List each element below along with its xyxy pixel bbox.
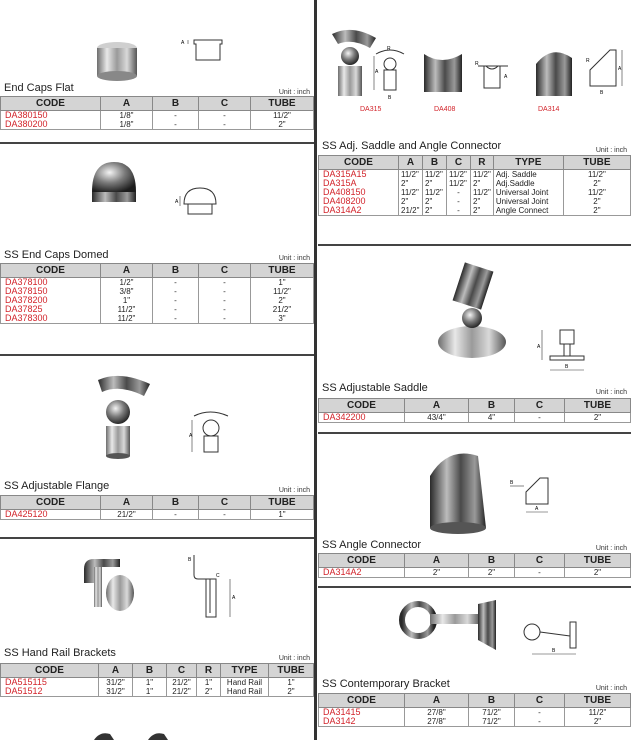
cell: 21/2" <box>399 206 423 216</box>
angle-connector-photo <box>418 442 498 538</box>
col-header: TYPE <box>493 156 563 170</box>
cell: - <box>515 568 565 578</box>
cell: 1" <box>101 296 153 305</box>
cell: 11/2" <box>447 179 471 188</box>
cell: - <box>199 296 251 305</box>
adjustable-saddle-diagram <box>536 326 596 380</box>
cell: 11/2" <box>101 314 153 324</box>
cell: 1" <box>197 678 221 688</box>
hand-rail-bracket-photo <box>80 553 150 633</box>
product-code: DA515115 <box>1 678 99 688</box>
cell: 3/8" <box>101 287 153 296</box>
end-caps-flat-section <box>0 0 314 140</box>
cell: 11/2" <box>399 170 423 180</box>
dim-letter-b: B <box>388 95 392 101</box>
end-cap-flat-diagram <box>180 34 230 66</box>
table-row <box>1 678 314 688</box>
hand-rail-bracket-diagram <box>186 549 246 625</box>
col-header: B <box>133 664 167 678</box>
product-code: DA3142 <box>319 717 405 727</box>
cell: 2" <box>269 687 314 697</box>
table-row <box>319 170 631 180</box>
cell: 2" <box>563 197 630 206</box>
product-code: DA342200 <box>319 413 405 423</box>
product-code: DA408200 <box>319 197 399 206</box>
cell: 11/2" <box>563 170 630 180</box>
cell: - <box>153 120 199 130</box>
table-row <box>1 687 314 697</box>
cell: 1" <box>251 278 314 288</box>
angle-connect-diagram <box>584 46 628 98</box>
cell: 2" <box>423 197 447 206</box>
col-header: CODE <box>319 399 405 413</box>
cell: 1" <box>133 678 167 688</box>
cell: 2" <box>471 179 494 188</box>
cell: 2" <box>471 197 494 206</box>
col-header: C <box>199 264 251 278</box>
col-header: C <box>199 496 251 510</box>
cell: 11/2" <box>399 188 423 197</box>
col-header: B <box>469 554 515 568</box>
dim-letter-a: A <box>189 433 193 439</box>
saddle-angle-section <box>318 0 631 244</box>
cell: - <box>447 188 471 197</box>
cell: 11/2" <box>423 170 447 180</box>
cell: Hand Rail <box>221 678 269 688</box>
cell: 31/2" <box>99 687 133 697</box>
contemporary-bracket-diagram <box>518 618 588 658</box>
col-header: A <box>399 156 423 170</box>
col-header: R <box>197 664 221 678</box>
col-header: A <box>101 97 153 111</box>
section-title: SS End Caps Domed <box>4 249 109 261</box>
col-header: CODE <box>1 496 101 510</box>
col-header: A <box>101 496 153 510</box>
unit-label: Unit : inch <box>595 389 627 396</box>
table-row <box>319 197 631 206</box>
adjustable-flange-table <box>0 495 314 520</box>
col-header: A <box>101 264 153 278</box>
col-header: CODE <box>319 156 399 170</box>
dim-letter-c: C <box>216 573 220 579</box>
section-title: SS Hand Rail Brackets <box>4 647 116 659</box>
cell: - <box>199 278 251 288</box>
col-header: TUBE <box>269 664 314 678</box>
cell: 3" <box>251 314 314 324</box>
table-row <box>1 314 314 324</box>
cell: 11/2" <box>447 170 471 180</box>
right-column <box>318 0 631 740</box>
unit-label: Unit : inch <box>278 89 310 96</box>
dim-letter-a: A <box>232 595 236 601</box>
end-caps-domed-table <box>0 263 314 324</box>
product-code: DA380200 <box>1 120 101 130</box>
cell: - <box>199 287 251 296</box>
cell: 2" <box>565 568 631 578</box>
cell: Hand Rail <box>221 687 269 697</box>
product-code: DA31415 <box>319 708 405 718</box>
section-title: SS Adjustable Saddle <box>322 382 428 394</box>
dim-letter-b: B <box>510 480 514 486</box>
col-header: CODE <box>319 554 405 568</box>
cell: 11/2" <box>101 305 153 314</box>
dim-letter-r: R <box>586 58 590 64</box>
cell: 27/8" <box>405 708 469 718</box>
cell: 1" <box>269 678 314 688</box>
adjustable-flange-photo <box>90 370 156 470</box>
product-label: DA315 <box>360 106 382 113</box>
angle-connector-table <box>318 553 631 578</box>
cell: 2" <box>565 413 631 423</box>
cell: 2" <box>405 568 469 578</box>
col-header: TUBE <box>251 97 314 111</box>
cell: 31/2" <box>99 678 133 688</box>
col-header: TUBE <box>565 694 631 708</box>
product-code: DA314A2 <box>319 206 399 216</box>
cell: - <box>153 278 199 288</box>
cell: - <box>153 287 199 296</box>
cell: - <box>153 305 199 314</box>
unit-label: Unit : inch <box>278 487 310 494</box>
col-header: CODE <box>1 264 101 278</box>
table-row <box>319 206 631 216</box>
section-title: SS Contemporary Bracket <box>322 678 450 690</box>
dim-letter-b: B <box>552 648 556 654</box>
cell: Adj.Saddle <box>493 179 563 188</box>
cell: 11/2" <box>565 708 631 718</box>
cell: 4" <box>469 413 515 423</box>
section-title: SS Adjustable Flange <box>4 480 110 492</box>
adjustable-flange-diagram <box>188 406 238 466</box>
cell: 71/2" <box>469 708 515 718</box>
cell: - <box>153 296 199 305</box>
cell: 2" <box>251 120 314 130</box>
dim-letter-b: B <box>188 557 192 563</box>
end-cap-domed-photo <box>88 158 140 208</box>
cell: 2" <box>423 179 447 188</box>
cell: - <box>447 206 471 216</box>
cell: 2" <box>469 568 515 578</box>
col-header: C <box>515 694 565 708</box>
cell: 2" <box>251 296 314 305</box>
col-header: TUBE <box>565 399 631 413</box>
cell: 21/2" <box>167 687 197 697</box>
cell: 1/8" <box>101 120 153 130</box>
cell: - <box>447 197 471 206</box>
contemporary-bracket-table <box>318 693 631 727</box>
cell: - <box>515 708 565 718</box>
col-header: A <box>405 399 469 413</box>
hand-rail-brackets-section <box>0 539 314 740</box>
contemporary-bracket-photo <box>398 596 508 656</box>
col-header: A <box>405 554 469 568</box>
col-header: B <box>153 264 199 278</box>
col-header: B <box>423 156 447 170</box>
col-header: C <box>167 664 197 678</box>
unit-label: Unit : inch <box>278 255 310 262</box>
col-header: B <box>153 97 199 111</box>
table-row <box>319 708 631 718</box>
col-header: TUBE <box>251 496 314 510</box>
cell: - <box>153 314 199 324</box>
left-column <box>0 0 314 740</box>
cell: 11/2" <box>471 188 494 197</box>
angle-connector-diagram <box>508 472 568 516</box>
cell: 2" <box>197 687 221 697</box>
dim-letter-a: A <box>504 74 508 80</box>
cell: Universal Joint <box>493 197 563 206</box>
col-header: TYPE <box>221 664 269 678</box>
cell: 27/8" <box>405 717 469 727</box>
cell: 2" <box>565 717 631 727</box>
col-header: R <box>471 156 494 170</box>
product-code: DA315A <box>319 179 399 188</box>
table-row <box>319 717 631 727</box>
adjustable-saddle-photo <box>428 260 518 370</box>
section-title: End Caps Flat <box>4 82 74 94</box>
end-cap-flat-photo <box>92 40 142 84</box>
product-code: DA408150 <box>319 188 399 197</box>
product-code: DA380150 <box>1 111 101 121</box>
cell: 71/2" <box>469 717 515 727</box>
cell: 21/2" <box>251 305 314 314</box>
col-header: TUBE <box>251 264 314 278</box>
cell: 21/2" <box>167 678 197 688</box>
col-header: CODE <box>1 97 101 111</box>
end-caps-domed-section <box>0 144 314 354</box>
hand-rail-brackets-table <box>0 663 314 697</box>
cell: 1" <box>251 510 314 520</box>
cell: 1/2" <box>101 278 153 288</box>
unit-label: Unit : inch <box>595 147 627 154</box>
cell: - <box>515 717 565 727</box>
contemporary-bracket-section <box>318 588 631 740</box>
cell: 11/2" <box>251 111 314 121</box>
product-code: DA378200 <box>1 296 101 305</box>
angle-connector-section <box>318 434 631 584</box>
cell: - <box>199 314 251 324</box>
adjustable-saddle-section <box>318 246 631 432</box>
cell: 11/2" <box>471 170 494 180</box>
cell: 11/2" <box>423 188 447 197</box>
section-title: SS Adj. Saddle and Angle Connector <box>322 140 502 152</box>
cell: 2" <box>471 206 494 216</box>
angle-connect-photo <box>528 44 578 104</box>
cell: 1/8" <box>101 111 153 121</box>
cell: - <box>199 510 251 520</box>
product-code: DA315A15 <box>319 170 399 180</box>
saddle-angle-table <box>318 155 631 216</box>
dim-letter-r: R <box>387 46 391 52</box>
cell: 21/2" <box>101 510 153 520</box>
unit-label: Unit : inch <box>278 655 310 662</box>
col-header: A <box>405 694 469 708</box>
product-label: DA314 <box>538 106 560 113</box>
dim-letter-a: A <box>535 506 539 512</box>
dim-letter-b: B <box>565 364 569 370</box>
dim-letter-b: B <box>600 90 604 96</box>
adj-saddle-diagram <box>372 44 408 104</box>
table-row <box>1 510 314 520</box>
col-header: C <box>447 156 471 170</box>
col-header: TUBE <box>563 156 630 170</box>
cell: - <box>199 120 251 130</box>
cell: 43/4" <box>405 413 469 423</box>
table-row <box>319 413 631 423</box>
table-row <box>1 296 314 305</box>
col-header: TUBE <box>565 554 631 568</box>
universal-joint-photo <box>418 40 468 100</box>
product-code: DA378100 <box>1 278 101 288</box>
end-caps-flat-table <box>0 96 314 130</box>
cell: 2" <box>563 206 630 216</box>
cell: 11/2" <box>251 287 314 296</box>
product-code: DA378150 <box>1 287 101 296</box>
cell: 2" <box>563 179 630 188</box>
cell: 2" <box>423 206 447 216</box>
cell: - <box>199 111 251 121</box>
col-header: A <box>99 664 133 678</box>
cell: - <box>199 305 251 314</box>
dim-letter-r: R <box>475 61 479 67</box>
universal-joint-diagram <box>474 56 514 96</box>
col-header: CODE <box>319 694 405 708</box>
table-row <box>319 568 631 578</box>
dim-letter-a: A <box>181 40 185 46</box>
cell: - <box>153 510 199 520</box>
cell: 2" <box>399 197 423 206</box>
col-header: C <box>515 399 565 413</box>
col-header: B <box>153 496 199 510</box>
section-title: SS Angle Connector <box>322 539 422 551</box>
product-code: DA37825 <box>1 305 101 314</box>
adjustable-flange-section <box>0 356 314 536</box>
cell: - <box>515 413 565 423</box>
unit-label: Unit : inch <box>595 545 627 552</box>
cell: 2" <box>399 179 423 188</box>
cell: - <box>153 111 199 121</box>
product-code: DA378300 <box>1 314 101 324</box>
col-header: C <box>199 97 251 111</box>
dim-letter-a: A <box>537 344 541 350</box>
col-header: B <box>469 694 515 708</box>
cell: Universal Joint <box>493 188 563 197</box>
dim-letter-a: A <box>175 199 179 205</box>
column-divider <box>314 0 317 740</box>
unit-label: Unit : inch <box>595 685 627 692</box>
product-code: DA425120 <box>1 510 101 520</box>
col-header: CODE <box>1 664 99 678</box>
table-row <box>1 120 314 130</box>
cell: Angle Connect <box>493 206 563 216</box>
dim-letter-a: A <box>618 66 622 72</box>
adjustable-saddle-table <box>318 398 631 423</box>
col-header: B <box>469 399 515 413</box>
next-product-photo-partial <box>90 731 170 740</box>
cell: 1" <box>133 687 167 697</box>
product-code: DA51512 <box>1 687 99 697</box>
product-code: DA314A2 <box>319 568 405 578</box>
cell: Adj. Saddle <box>493 170 563 180</box>
col-header: C <box>515 554 565 568</box>
cell: 11/2" <box>563 188 630 197</box>
end-cap-domed-diagram <box>174 182 224 218</box>
dim-letter-a: A <box>375 69 379 75</box>
product-label: DA408 <box>434 106 456 113</box>
